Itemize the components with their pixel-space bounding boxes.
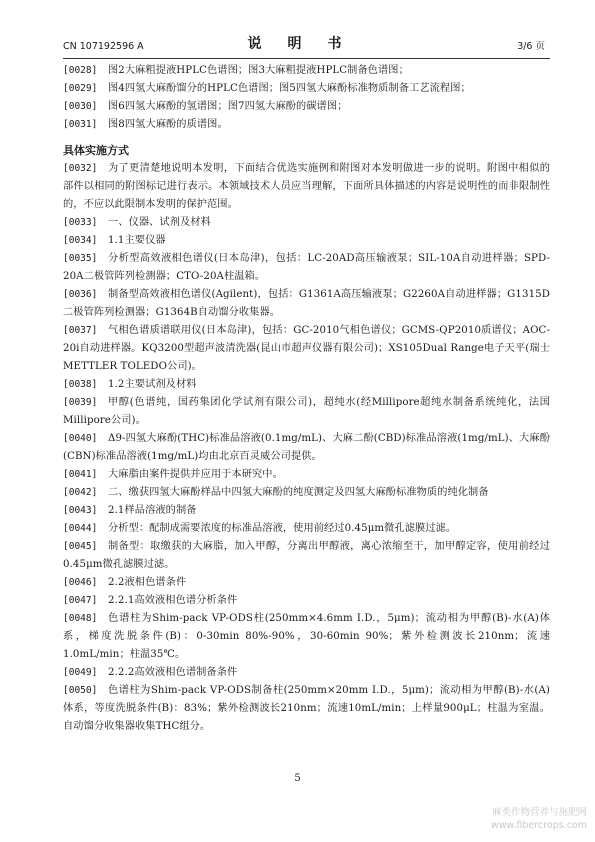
paragraph-number: [0041] <box>63 469 98 480</box>
paragraph-text: 为了更清楚地说明本发明，下面结合优选实施例和附图对本发明做进一步的说明。附图中相似的部件以相同的附图标记进行表示。本领域技术人员应当理解，下面所具体描述的内容是说明性的而非限制性的，不应以此限制本发明的保护范围。 <box>63 163 550 210</box>
paragraph <box>63 574 550 592</box>
paragraph-number: [0028] <box>63 65 98 76</box>
paragraph-text: 甲醇(色谱纯，国药集团化学试剂有限公司)，超纯水(经Millipore超纯水制备系统纯化，法国Millipore公司)。 <box>63 397 550 426</box>
paragraph-text: 分析型：配制成需要浓度的标准品溶液，使用前经过0.45μm微孔滤膜过滤。 <box>108 523 457 534</box>
paragraph-number: [0036] <box>63 289 98 300</box>
paragraph <box>63 80 550 98</box>
watermark-line-1: 麻类作物营养与施肥网 <box>491 807 587 818</box>
paragraph-number: [0048] <box>63 613 98 624</box>
paragraph-number: [0034] <box>63 235 98 246</box>
paragraph-text: 图4四氢大麻酚馏分的HPLC色谱图；图5四氢大麻酚标准物质制备工艺流程图； <box>108 83 471 94</box>
paragraph <box>63 682 550 736</box>
paragraph <box>63 610 550 664</box>
paragraph-text: 分析型高效液相色谱仪(日本岛津)，包括：LC-20AD高压输液泵；SIL-10A自动进样器；SPD-20A二极管阵列检测器；CTO-20A柱温箱。 <box>63 253 550 282</box>
paragraph-number: [0029] <box>63 83 98 94</box>
paragraph-text: 大麻脂由案件提供并应用于本研究中。 <box>108 469 283 480</box>
figure-description-list <box>63 62 550 134</box>
paragraph-text: 1.2主要试剂及材料 <box>108 379 197 390</box>
header-divider <box>63 58 550 59</box>
paragraph-text: 2.2.1高效液相色谱分析条件 <box>108 595 238 606</box>
paragraph-number: [0030] <box>63 101 98 112</box>
paragraph-text: 一、仪器、试剂及材料 <box>108 217 211 228</box>
paragraph-number: [0039] <box>63 397 98 408</box>
paragraph-number: [0047] <box>63 595 98 606</box>
paragraph-number: [0032] <box>63 163 98 174</box>
page-title: 说 明 书 <box>247 36 348 52</box>
paragraph-number: [0043] <box>63 505 98 516</box>
embodiment-list <box>63 160 550 736</box>
paragraph-number: [0044] <box>63 523 98 534</box>
paragraph <box>63 160 550 214</box>
paragraph-text: 1.1主要仪器 <box>108 235 166 246</box>
paragraph-text: 2.1样品溶液的制备 <box>108 505 197 516</box>
paragraph-number: [0031] <box>63 119 98 130</box>
paragraph <box>63 214 550 232</box>
section-heading: 具体实施方式 <box>63 144 129 157</box>
document-body <box>63 62 550 736</box>
page-info: 3/6 页 <box>517 41 545 52</box>
paragraph-text: 制备型高效液相色谱仪(Agilent)，包括：G1361A高压输液泵；G2260A自动进样器；G1315D二极管阵列检测器；G1364B自动馏分收集器。 <box>63 289 550 318</box>
paragraph-text: Δ9-四氢大麻酚(THC)标准品溶液(0.1mg/mL)、大麻二酚(CBD)标准品溶液(1mg/mL)、大麻酚(CBN)标准品溶液(1mg/mL)均由北京百灵威公司提供。 <box>63 433 550 462</box>
patent-number: CN 107192596 A <box>63 41 144 52</box>
paragraph-text: 图8四氢大麻酚的质谱图。 <box>108 119 228 130</box>
paragraph <box>63 394 550 430</box>
paragraph-number: [0040] <box>63 433 98 444</box>
paragraph-number: [0049] <box>63 667 98 678</box>
paragraph-number: [0035] <box>63 253 98 264</box>
paragraph <box>63 232 550 250</box>
paragraph <box>63 538 550 574</box>
paragraph-number: [0050] <box>63 685 98 696</box>
paragraph <box>63 664 550 682</box>
paragraph-number: [0033] <box>63 217 98 228</box>
paragraph-number: [0037] <box>63 325 98 336</box>
paragraph-number: [0042] <box>63 487 98 498</box>
paragraph-number: [0038] <box>63 379 98 390</box>
paragraph <box>63 520 550 538</box>
paragraph-number: [0045] <box>63 541 98 552</box>
paragraph-text: 图2大麻粗提液HPLC色谱图；图3大麻粗提液HPLC制备色谱图； <box>108 65 409 76</box>
paragraph <box>63 430 550 466</box>
paragraph-text: 气相色谱质谱联用仪(日本岛津)，包括：GC-2010气相色谱仪；GCMS-QP2010质谱仪；AOC-20i自动进样器。KQ3200型超声波清洗器(昆山市超声仪器有限公司)；XS105Dual Range电子天平(瑞士METTLER TOLEDO公司)。 <box>63 325 550 372</box>
paragraph <box>63 286 550 322</box>
paragraph-text: 色谱柱为Shim-pack VP-ODS柱(250mm×4.6mm I.D.，5μm)；流动相为甲醇(B)-水(A)体系，梯度洗脱条件(B)：0-30min 80%-90%，30-60min 90%；紫外检测波长210nm；流速1.0mL/min；柱温35℃。 <box>63 613 550 660</box>
paragraph-text: 2.2液相色谱条件 <box>108 577 187 588</box>
paragraph <box>63 466 550 484</box>
paragraph <box>63 502 550 520</box>
watermark-line-2: www.fibercrops.com <box>490 820 587 831</box>
page-number: 5 <box>294 773 301 784</box>
paragraph <box>63 376 550 394</box>
paragraph <box>63 592 550 610</box>
paragraph-text: 二、缴获四氢大麻酚样品中四氢大麻酚的纯度测定及四氢大麻酚标准物质的纯化制备 <box>108 487 489 498</box>
paragraph <box>63 116 550 134</box>
paragraph <box>63 98 550 116</box>
watermark <box>491 806 587 832</box>
paragraph-text: 制备型：取缴获的大麻脂，加入甲醇，分离出甲醇液，离心浓缩至干，加甲醇定容，使用前经过0.45μm微孔滤膜过滤。 <box>63 541 550 570</box>
paragraph <box>63 322 550 376</box>
paragraph-text: 图6四氢大麻酚的氢谱图；图7四氢大麻酚的碳谱图； <box>108 101 348 112</box>
paragraph-text: 色谱柱为Shim-pack VP-ODS制备柱(250mm×20mm I.D.，5μm)；流动相为甲醇(B)-水(A)体系，等度洗脱条件(B)：83%；紫外检测波长210nm；流速10mL/min；上样量900μL；柱温为室温。自动馏分收集器收集THC组分。 <box>63 685 550 732</box>
paragraph-text: 2.2.2高效液相色谱制备条件 <box>108 667 238 678</box>
paragraph <box>63 62 550 80</box>
paragraph-number: [0046] <box>63 577 98 588</box>
paragraph <box>63 250 550 286</box>
paragraph <box>63 484 550 502</box>
